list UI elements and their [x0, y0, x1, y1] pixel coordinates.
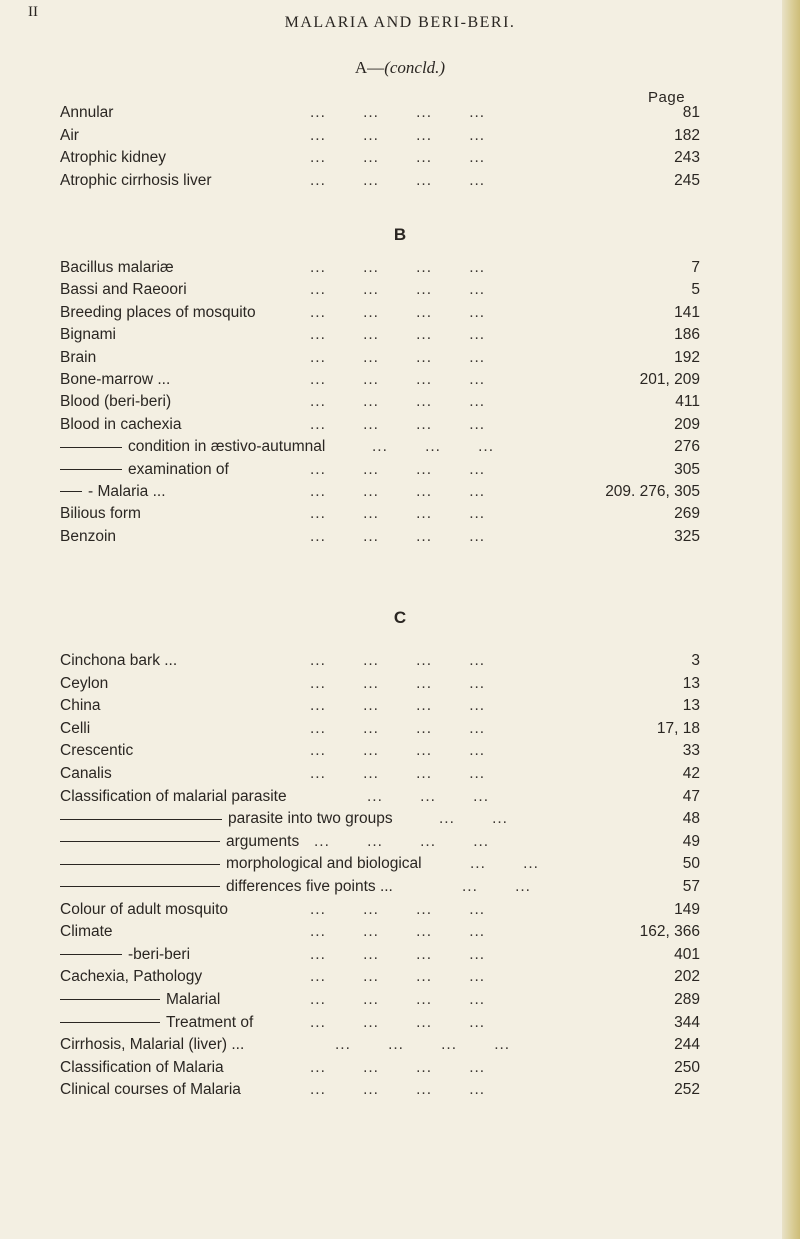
entry-page: 244: [674, 1036, 700, 1054]
entry-text: Cachexia, Pathology: [60, 968, 203, 986]
entry-label: [60, 279, 187, 301]
leader-dots: ... ... ... ...: [310, 281, 523, 299]
entry-text: Cirrhosis, Malarial (liver) ...: [60, 1036, 245, 1054]
entry-label: [60, 831, 299, 853]
entry-label: [60, 650, 177, 672]
entry-text: Atrophic cirrhosis liver: [60, 171, 212, 189]
entry-label: [60, 673, 108, 695]
entry-label: [60, 503, 141, 525]
entry-page: 13: [682, 674, 700, 692]
ditto-rule: [60, 491, 82, 492]
entry-page: 13: [682, 697, 700, 715]
leader-dots: ... ... ... ...: [310, 348, 523, 366]
section-c-letter: C: [393, 608, 407, 627]
entry-page: 7: [691, 259, 700, 276]
entry-text: Cinchona bark ...: [60, 652, 178, 669]
entry-label: [60, 1012, 253, 1034]
leader-dots: ... ... ...: [367, 787, 527, 805]
entry-label: [60, 944, 190, 966]
index-entry: [60, 1079, 730, 1101]
index-entry: [60, 831, 730, 853]
index-entry: [60, 763, 730, 785]
section-a-title: A—: [354, 58, 385, 77]
ditto-rule: [60, 954, 122, 955]
entry-text: Bilious form: [60, 505, 141, 523]
entry-page: 252: [674, 1081, 700, 1099]
entry-page: 245: [674, 171, 700, 189]
leader-dots: ... ... ... ...: [310, 991, 523, 1008]
index-entry: [60, 808, 730, 830]
entry-label: [60, 695, 101, 717]
entry-label: [60, 436, 325, 458]
index-entry: [60, 1012, 730, 1034]
leader-dots: ... ... ... ...: [310, 460, 523, 478]
entry-text: -beri-beri: [128, 945, 191, 963]
entry-text: examination of: [128, 460, 229, 478]
leader-dots: ... ... ... ...: [310, 505, 523, 523]
leader-dots: ... ...: [439, 810, 546, 828]
index-entry: [60, 944, 730, 966]
entry-label: [60, 899, 228, 921]
index-entry: [60, 650, 730, 672]
page-column-label: Page: [648, 89, 686, 106]
leader-dots: ... ... ... ...: [310, 923, 523, 941]
index-entry: [60, 876, 730, 898]
index-entry: [60, 369, 730, 391]
section-b-letter: B: [393, 225, 407, 244]
entry-page: 401: [674, 945, 700, 963]
index-entry: [60, 921, 730, 943]
entry-label: [60, 853, 422, 875]
entry-text: - Malaria ...: [88, 483, 166, 500]
entry-page: 276: [674, 438, 700, 456]
entry-page: 201, 209: [639, 371, 700, 388]
index-entry: [60, 481, 730, 503]
entry-page: 50: [682, 855, 700, 873]
entry-text: Bone-marrow ...: [60, 371, 171, 388]
entry-text: Climate: [60, 923, 113, 941]
index-entry: [60, 740, 730, 762]
entry-text: Malarial: [166, 991, 221, 1008]
entry-text: arguments: [226, 832, 300, 850]
entry-text: Atrophic kidney: [60, 149, 166, 166]
index-entry: [60, 459, 730, 481]
entry-page: 269: [674, 505, 700, 523]
index-entry: [60, 718, 730, 740]
entry-page: 182: [674, 126, 700, 144]
leader-dots: ... ... ... ...: [310, 945, 523, 963]
entry-text: differences five points ...: [226, 878, 393, 895]
entry-page: 209: [674, 415, 700, 433]
index-entry: [60, 786, 730, 808]
page-number: II: [28, 4, 38, 20]
entry-page: 149: [674, 900, 700, 918]
leader-dots: ... ... ... ...: [310, 1013, 523, 1031]
index-entry: [60, 526, 730, 548]
entry-label: [60, 1034, 244, 1056]
entry-label: [60, 147, 166, 169]
entry-page: 81: [682, 104, 700, 121]
leader-dots: ... ...: [470, 855, 577, 873]
leader-dots: ... ... ... ...: [314, 832, 527, 850]
entry-label: [60, 718, 90, 740]
index-entry: [60, 1034, 730, 1056]
index-entry: [60, 989, 730, 1011]
entry-text: Bacillus malariæ: [60, 259, 174, 276]
entry-label: [60, 414, 182, 436]
entry-label: [60, 302, 256, 324]
leader-dots: ... ... ... ...: [310, 1081, 523, 1099]
ditto-rule: [60, 886, 220, 887]
entry-text: Bassi and Raeoori: [60, 281, 187, 299]
entry-text: Crescentic: [60, 742, 134, 760]
entry-label: [60, 459, 229, 481]
entry-text: Breeding places of mosquito: [60, 303, 256, 321]
section-a-suffix: (concld.): [384, 58, 446, 77]
entry-label: [60, 966, 202, 988]
entry-page: 202: [674, 968, 700, 986]
leader-dots: ... ... ... ...: [310, 742, 523, 760]
entry-text: Clinical courses of Malaria: [60, 1081, 241, 1099]
entry-page: 289: [674, 991, 700, 1008]
entry-label: [60, 921, 113, 943]
leader-dots: ... ... ... ...: [310, 303, 523, 321]
entry-page: 42: [682, 765, 700, 782]
leader-dots: ... ... ... ...: [310, 371, 523, 388]
entry-page: 325: [674, 527, 700, 545]
index-entry: [60, 102, 730, 124]
entry-label: [60, 324, 116, 346]
index-entry: [60, 170, 730, 192]
entry-label: [60, 481, 166, 503]
entry-label: [60, 808, 393, 830]
leader-dots: ... ... ... ...: [335, 1036, 548, 1054]
leader-dots: ... ... ... ...: [310, 326, 523, 344]
index-entry: [60, 279, 730, 301]
entry-text: Ceylon: [60, 674, 109, 692]
entry-page: 57: [682, 878, 700, 895]
index-entry: [60, 147, 730, 169]
entry-text: Brain: [60, 348, 97, 366]
entry-page: 17, 18: [656, 719, 700, 737]
index-entry: [60, 673, 730, 695]
leader-dots: ... ... ...: [372, 438, 532, 456]
entry-label: [60, 786, 287, 808]
entry-page: 192: [674, 348, 700, 366]
ditto-rule: [60, 447, 122, 448]
entry-label: [60, 347, 96, 369]
entry-label: [60, 391, 171, 413]
entry-page: 209. 276, 305: [605, 483, 700, 500]
entry-text: Celli: [60, 719, 91, 737]
entry-text: Colour of adult mosquito: [60, 900, 229, 918]
entry-label: [60, 102, 113, 124]
leader-dots: ... ... ... ...: [310, 968, 523, 986]
leader-dots: ... ... ... ...: [310, 652, 523, 669]
index-entry: [60, 899, 730, 921]
entry-label: [60, 257, 174, 279]
running-head: MALARIA AND BERI-BERI.: [284, 14, 516, 31]
index-entry: [60, 414, 730, 436]
entry-text: China: [60, 697, 101, 715]
index-entry: [60, 436, 730, 458]
entry-page: 33: [682, 742, 700, 760]
entry-page: 186: [674, 326, 700, 344]
entry-page: 141: [674, 303, 700, 321]
leader-dots: ... ... ... ...: [310, 393, 523, 411]
leader-dots: ... ... ... ...: [310, 171, 523, 189]
ditto-rule: [60, 864, 220, 865]
entry-label: [60, 740, 133, 762]
entry-page: 47: [682, 787, 700, 805]
leader-dots: ... ... ... ...: [310, 527, 523, 545]
leader-dots: ... ... ... ...: [310, 126, 523, 144]
entry-label: [60, 876, 393, 898]
entry-label: [60, 170, 212, 192]
leader-dots: ... ... ... ...: [310, 719, 523, 737]
index-entry: [60, 695, 730, 717]
entry-page: 344: [674, 1013, 700, 1031]
index-entry: [60, 302, 730, 324]
entry-text: Annular: [60, 104, 114, 121]
leader-dots: ... ... ... ...: [310, 415, 523, 433]
index-entry: [60, 125, 730, 147]
entry-label: [60, 1057, 224, 1079]
entry-page: 49: [682, 832, 700, 850]
leader-dots: ... ... ... ...: [310, 697, 523, 715]
section-a-heading: [0, 58, 800, 78]
entry-page: 48: [682, 810, 700, 828]
entry-text: Treatment of: [166, 1013, 254, 1031]
leader-dots: ... ... ... ...: [310, 149, 523, 166]
entry-label: [60, 125, 79, 147]
ditto-rule: [60, 1022, 160, 1023]
index-entry: [60, 503, 730, 525]
entry-label: [60, 763, 112, 785]
entry-label: [60, 526, 116, 548]
entry-label: [60, 989, 220, 1011]
entry-label: [60, 1079, 241, 1101]
index-entry: [60, 853, 730, 875]
entry-text: Benzoin: [60, 527, 117, 545]
entry-text: Canalis: [60, 765, 112, 782]
entry-text: condition in æstivo-autumnal: [128, 438, 326, 456]
entry-page: 3: [691, 652, 700, 669]
entry-page: 250: [674, 1058, 700, 1076]
leader-dots: ... ... ... ...: [310, 483, 523, 500]
entry-text: Air: [60, 126, 79, 144]
index-entry: [60, 324, 730, 346]
entry-page: 243: [674, 149, 700, 166]
leader-dots: ... ... ... ...: [310, 765, 523, 782]
leader-dots: ... ... ... ...: [310, 674, 523, 692]
entry-label: [60, 369, 170, 391]
index-entry: [60, 1057, 730, 1079]
entry-text: Blood in cachexia: [60, 415, 182, 433]
index-entry: [60, 347, 730, 369]
index-entry: [60, 966, 730, 988]
ditto-rule: [60, 999, 160, 1000]
ditto-rule: [60, 841, 220, 842]
leader-dots: ... ... ... ...: [310, 104, 523, 121]
entry-text: Blood (beri-beri): [60, 393, 172, 411]
ditto-rule: [60, 469, 122, 470]
index-entry: [60, 391, 730, 413]
entry-page: 411: [675, 393, 700, 411]
ditto-rule: [60, 819, 222, 820]
entry-page: 162, 366: [639, 923, 700, 941]
entry-page: 5: [691, 281, 700, 299]
entry-text: Classification of malarial parasite: [60, 787, 287, 805]
index-entry: [60, 257, 730, 279]
entry-text: parasite into two groups: [228, 810, 393, 828]
leader-dots: ... ... ... ...: [310, 1058, 523, 1076]
entry-text: morphological and biological: [226, 855, 422, 873]
leader-dots: ... ... ... ...: [310, 259, 523, 276]
leader-dots: ... ... ... ...: [310, 900, 523, 918]
entry-text: Bignami: [60, 326, 116, 344]
entry-text: Classification of Malaria: [60, 1058, 224, 1076]
leader-dots: ... ...: [462, 878, 569, 895]
entry-page: 305: [674, 460, 700, 478]
